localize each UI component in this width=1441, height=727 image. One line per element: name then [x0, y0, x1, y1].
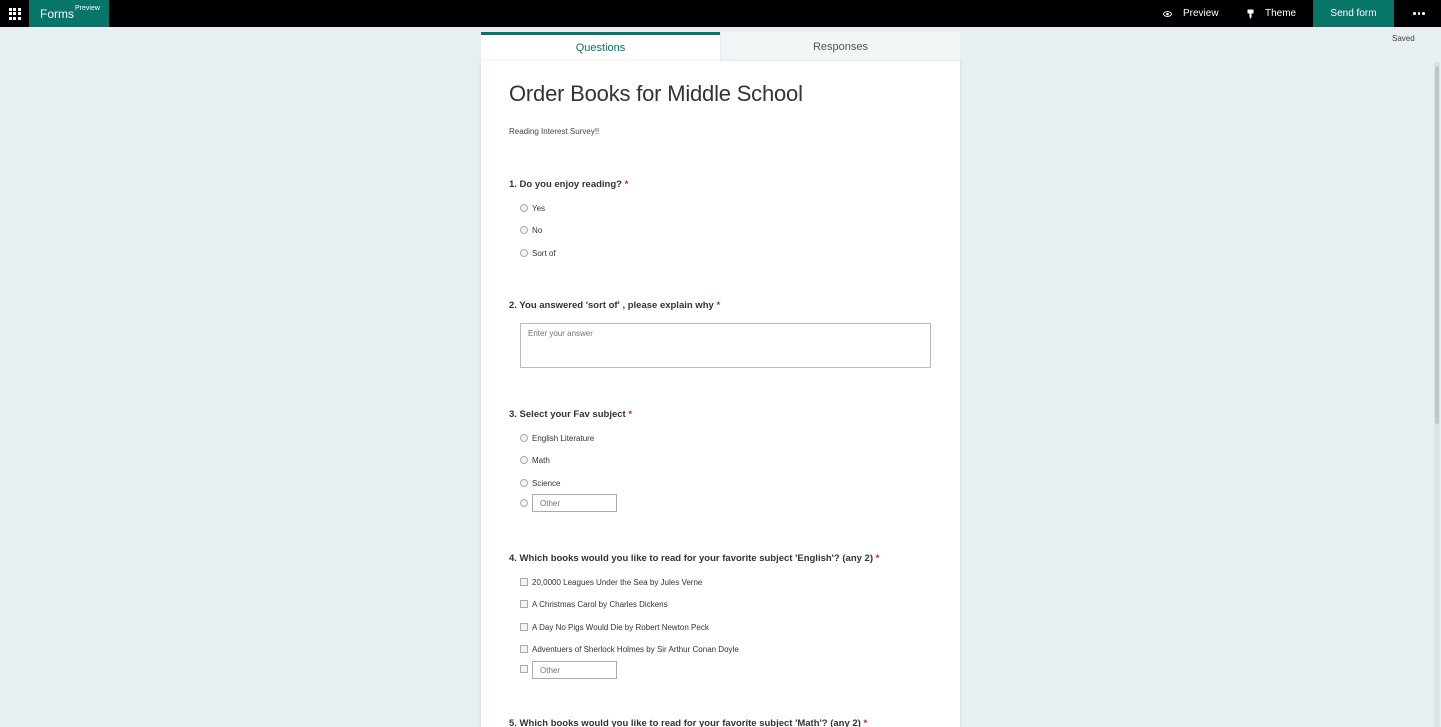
option-label: Sort of: [532, 248, 556, 258]
preview-button[interactable]: [1163, 0, 1219, 27]
eye-icon: [1163, 11, 1172, 17]
radio-icon: [520, 456, 528, 464]
q3-option-english-literature[interactable]: [520, 432, 594, 444]
scrollbar-thumb[interactable]: [1435, 66, 1439, 424]
question-5-title: [509, 718, 867, 727]
option-label: A Day No Pigs Would Die by Robert Newton Peck: [532, 622, 709, 632]
required-mark: *: [628, 409, 633, 420]
app-name: Forms: [40, 7, 74, 21]
option-label: Adventuers of Sherlock Holmes by Sir Arthur Conan Doyle: [532, 644, 739, 654]
option-label: Math: [532, 455, 550, 465]
required-mark: *: [863, 718, 868, 727]
theme-button[interactable]: [1247, 0, 1296, 27]
checkbox-icon: [520, 600, 528, 608]
checkbox-icon: [520, 623, 528, 631]
tab-responses[interactable]: Responses: [721, 32, 960, 61]
question-3-title: [509, 409, 632, 420]
form-tabs: [481, 32, 960, 61]
theme-label: Theme: [1265, 8, 1297, 19]
option-label: A Christmas Carol by Charles Dickens: [532, 599, 668, 609]
question-1-title: [509, 179, 628, 190]
q4-other-checkbox[interactable]: [520, 665, 528, 673]
form-title[interactable]: Order Books for Middle School: [509, 81, 803, 106]
page-scrollbar[interactable]: [1434, 62, 1440, 727]
top-bar: [0, 0, 1441, 27]
saved-status: Saved: [1392, 34, 1415, 43]
question-4-title: [509, 553, 879, 564]
q2-answer-field[interactable]: [520, 323, 931, 368]
option-label: 20,0000 Leagues Under the Sea by Jules Verne: [532, 577, 703, 587]
option-label: Science: [532, 478, 561, 488]
waffle-icon: [9, 8, 21, 20]
radio-icon: [520, 479, 528, 487]
checkbox-icon: [520, 578, 528, 586]
more-icon: [1413, 12, 1425, 15]
q3-option-math[interactable]: [520, 454, 550, 466]
question-3-text: 3. Select your Fav subject: [509, 409, 626, 420]
question-2-text: 2. You answered 'sort of' , please explain why: [509, 300, 714, 311]
checkbox-icon: [520, 645, 528, 653]
radio-icon: [520, 226, 528, 234]
q3-other-input[interactable]: [532, 494, 617, 512]
send-form-button[interactable]: Send form: [1313, 0, 1394, 27]
q1-option-sort-of[interactable]: [520, 247, 556, 259]
form-description[interactable]: Reading Interest Survey!!: [509, 127, 600, 136]
radio-icon: [520, 204, 528, 212]
required-mark: *: [624, 179, 629, 190]
required-mark: *: [875, 553, 880, 564]
q4-option-2[interactable]: [520, 598, 668, 610]
q3-option-science[interactable]: [520, 477, 560, 489]
question-5-text: 5. Which books would you like to read for your favorite subject 'Math'? (any 2): [509, 718, 861, 727]
option-label: Yes: [532, 203, 546, 213]
q4-other-input[interactable]: [532, 661, 617, 679]
q4-option-4[interactable]: [520, 643, 739, 655]
app-brand[interactable]: [29, 0, 109, 27]
option-label: English Literature: [532, 433, 595, 443]
question-2-title: [509, 300, 720, 311]
q4-option-3[interactable]: [520, 621, 709, 633]
paintbrush-icon: [1247, 9, 1254, 19]
q1-option-no[interactable]: [520, 224, 542, 236]
tab-questions[interactable]: Questions: [481, 32, 720, 61]
q3-other-radio[interactable]: [520, 499, 528, 507]
app-launcher-button[interactable]: [0, 0, 29, 27]
form-card: [481, 61, 960, 727]
preview-label: Preview: [1183, 8, 1219, 19]
radio-icon: [520, 434, 528, 442]
radio-icon: [520, 249, 528, 257]
question-1-text: 1. Do you enjoy reading?: [509, 179, 622, 190]
required-mark: *: [716, 300, 721, 311]
app-preview-tag: Preview: [75, 5, 100, 12]
more-options-button[interactable]: [1408, 0, 1430, 27]
q1-option-yes[interactable]: [520, 202, 545, 214]
q4-option-1[interactable]: [520, 576, 702, 588]
option-label: No: [532, 225, 543, 235]
question-4-text: 4. Which books would you like to read for your favorite subject 'English'? (any 2): [509, 553, 873, 564]
